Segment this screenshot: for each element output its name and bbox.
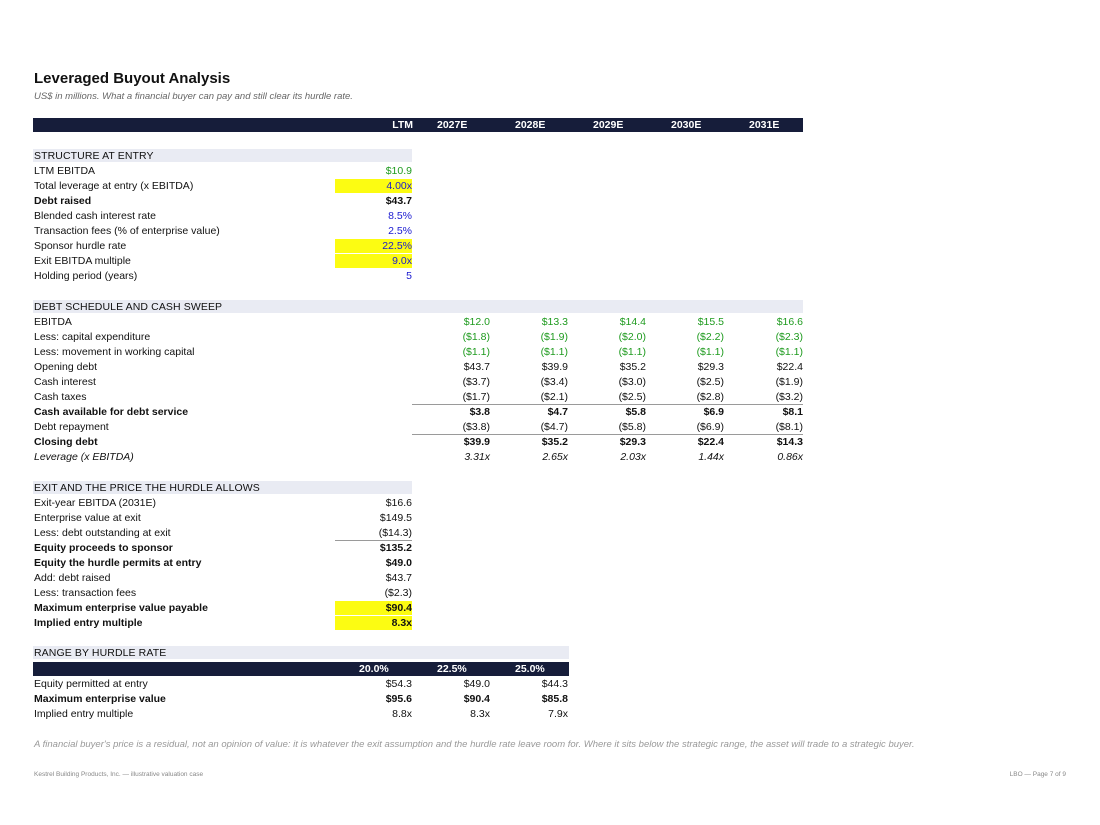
- range-row-label: Equity permitted at entry: [34, 678, 148, 690]
- row-label: Exit EBITDA multiple: [34, 255, 131, 267]
- row-label: Add: debt raised: [34, 572, 111, 584]
- row-value: $49.0: [385, 557, 412, 569]
- row-label: Blended cash interest rate: [34, 210, 156, 222]
- debt-row-value: $13.3: [541, 316, 568, 328]
- footer-left: Kestrel Building Products, Inc. — illustrative valuation case: [34, 771, 204, 778]
- debt-row-value: $39.9: [541, 361, 568, 373]
- debt-row-value: $6.9: [703, 406, 724, 418]
- debt-row-value: $43.7: [463, 361, 490, 373]
- debt-row-label: Debt repayment: [34, 421, 109, 433]
- debt-row-value: ($1.9): [540, 331, 568, 343]
- debt-row-value: ($1.8): [462, 331, 490, 343]
- debt-row-value: $35.2: [541, 436, 568, 448]
- page-subtitle: US$ in millions. What a financial buyer can pay and still clear its hurdle rate.: [34, 91, 353, 102]
- row-value: $43.7: [385, 195, 412, 207]
- range-row-value: 8.8x: [392, 708, 412, 720]
- debt-row-value: $29.3: [697, 361, 724, 373]
- debt-row-label: Cash available for debt service: [34, 406, 189, 418]
- debt-row-value: $14.4: [619, 316, 646, 328]
- debt-row-value: ($1.7): [462, 391, 490, 403]
- section-exit: [33, 481, 412, 494]
- debt-row-label: Cash taxes: [34, 391, 87, 403]
- debt-row-value: 3.31x: [464, 451, 490, 463]
- debt-row-value: 2.03x: [620, 451, 646, 463]
- range-row-value: $95.6: [385, 693, 412, 705]
- debt-row-value: $3.8: [469, 406, 490, 418]
- debt-row-value: $16.6: [776, 316, 803, 328]
- debt-row-value: 1.44x: [698, 451, 724, 463]
- debt-row-value: $39.9: [463, 436, 490, 448]
- debt-row-label: EBITDA: [34, 316, 72, 328]
- row-label: Exit-year EBITDA (2031E): [34, 497, 156, 509]
- row-label: Less: debt outstanding at exit: [34, 527, 171, 539]
- row-label: Holding period (years): [34, 270, 138, 282]
- debt-row-value: ($6.9): [696, 421, 724, 433]
- col-2027e: 2027E: [437, 119, 468, 131]
- row-label: Total leverage at entry (x EBITDA): [34, 180, 194, 192]
- debt-row-value: $22.4: [776, 361, 803, 373]
- range-row-label: Implied entry multiple: [34, 708, 134, 720]
- debt-row-value: ($3.0): [618, 376, 646, 388]
- col-2029e: 2029E: [593, 119, 624, 131]
- debt-row-value: $29.3: [619, 436, 646, 448]
- debt-row-value: ($2.0): [618, 331, 646, 343]
- debt-row-value: ($3.2): [775, 391, 803, 403]
- debt-row-value: ($8.1): [775, 421, 803, 433]
- row-value: 9.0x: [392, 255, 412, 267]
- row-value: 2.5%: [388, 225, 412, 237]
- row-value: $16.6: [385, 497, 412, 509]
- debt-row-label: Cash interest: [34, 376, 96, 388]
- debt-row-value: ($2.5): [696, 376, 724, 388]
- row-value: 8.3x: [391, 617, 412, 629]
- row-value: $10.9: [385, 165, 412, 177]
- row-label: Equity the hurdle permits at entry: [34, 557, 202, 569]
- row-value: ($2.3): [384, 587, 412, 599]
- debt-row-value: $15.5: [697, 316, 724, 328]
- row-value: $149.5: [379, 512, 412, 524]
- debt-row-label: Leverage (x EBITDA): [34, 451, 134, 463]
- row-label: Less: transaction fees: [34, 587, 137, 599]
- row-value: ($14.3): [378, 527, 412, 539]
- col-2031e: 2031E: [749, 119, 780, 131]
- debt-row-value: ($2.8): [696, 391, 724, 403]
- section-debt-schedule: [33, 300, 803, 313]
- row-label: Debt raised: [34, 195, 92, 207]
- range-row-value: $44.3: [541, 678, 568, 690]
- column-header-bar: [33, 118, 803, 132]
- debt-row-label: Opening debt: [34, 361, 98, 373]
- row-label: Maximum enterprise value payable: [34, 602, 208, 614]
- row-value: 22.5%: [382, 240, 412, 252]
- row-label: Implied entry multiple: [34, 617, 143, 629]
- debt-row-value: ($1.1): [775, 346, 803, 358]
- row-value: $90.4: [385, 602, 412, 614]
- debt-row-value: ($5.8): [618, 421, 646, 433]
- row-label: Equity proceeds to sponsor: [34, 542, 173, 554]
- debt-row-value: $5.8: [625, 406, 646, 418]
- range-row-value: $90.4: [463, 693, 490, 705]
- debt-row-value: ($3.8): [462, 421, 490, 433]
- debt-row-label: Less: movement in working capital: [34, 346, 195, 358]
- debt-row-value: $8.1: [782, 406, 803, 418]
- section-range-heading: RANGE BY HURDLE RATE: [34, 647, 167, 659]
- range-col-2: 22.5%: [437, 663, 467, 675]
- row-value: $135.2: [379, 542, 412, 554]
- debt-row-value: ($1.1): [696, 346, 724, 358]
- debt-row-value: ($2.1): [540, 391, 568, 403]
- debt-row-value: ($4.7): [540, 421, 568, 433]
- footer-right: LBO — Page 7 of 9: [1009, 771, 1066, 778]
- row-label: Enterprise value at exit: [34, 512, 141, 524]
- debt-row-value: ($3.4): [540, 376, 568, 388]
- range-col-1: 20.0%: [359, 663, 389, 675]
- col-2028e: 2028E: [515, 119, 546, 131]
- debt-row-value: 0.86x: [777, 451, 803, 463]
- debt-row-value: ($1.1): [462, 346, 490, 358]
- row-value: $43.7: [385, 572, 412, 584]
- section-structure-heading: STRUCTURE AT ENTRY: [34, 150, 154, 162]
- debt-row-value: 2.65x: [542, 451, 568, 463]
- range-header-bar: [33, 662, 569, 676]
- row-value: 8.5%: [388, 210, 412, 222]
- row-label: LTM EBITDA: [34, 165, 96, 177]
- section-structure: [33, 149, 412, 162]
- debt-row-value: ($1.1): [618, 346, 646, 358]
- debt-row-value: ($2.3): [775, 331, 803, 343]
- debt-row-value: ($3.7): [462, 376, 490, 388]
- range-row-value: 7.9x: [548, 708, 568, 720]
- debt-row-value: ($1.9): [775, 376, 803, 388]
- col-ltm: LTM: [392, 119, 413, 131]
- section-exit-heading: EXIT AND THE PRICE THE HURDLE ALLOWS: [34, 482, 260, 494]
- section-range: [33, 646, 569, 659]
- page-title: Leveraged Buyout Analysis: [34, 70, 231, 87]
- section-debt-heading: DEBT SCHEDULE AND CASH SWEEP: [34, 301, 223, 313]
- row-value: 5: [406, 270, 412, 282]
- row-value: 4.00x: [386, 180, 412, 192]
- debt-row-value: $12.0: [463, 316, 490, 328]
- debt-row-label: Less: capital expenditure: [34, 331, 151, 343]
- range-row-value: $85.8: [541, 693, 568, 705]
- debt-row-value: $22.4: [697, 436, 724, 448]
- debt-row-value: $35.2: [619, 361, 646, 373]
- debt-row-value: ($1.1): [540, 346, 568, 358]
- debt-row-value: ($2.2): [696, 331, 724, 343]
- footnote: A financial buyer's price is a residual, not an opinion of value: it is whatever the exit assumption and the hurdle rate leave room for. Where it sits below the strategic range, the asset will trade to a strategic buyer.: [34, 739, 915, 750]
- row-label: Sponsor hurdle rate: [34, 240, 127, 252]
- row-label: Transaction fees (% of enterprise value): [34, 225, 220, 237]
- col-2030e: 2030E: [671, 119, 702, 131]
- range-row-value: $54.3: [385, 678, 412, 690]
- range-row-value: $49.0: [463, 678, 490, 690]
- range-col-3: 25.0%: [515, 663, 545, 675]
- range-row-label: Maximum enterprise value: [34, 693, 166, 705]
- debt-row-label: Closing debt: [34, 436, 98, 448]
- debt-row-value: ($2.5): [618, 391, 646, 403]
- debt-row-value: $14.3: [776, 436, 803, 448]
- debt-row-value: $4.7: [547, 406, 568, 418]
- range-row-value: 8.3x: [470, 708, 490, 720]
